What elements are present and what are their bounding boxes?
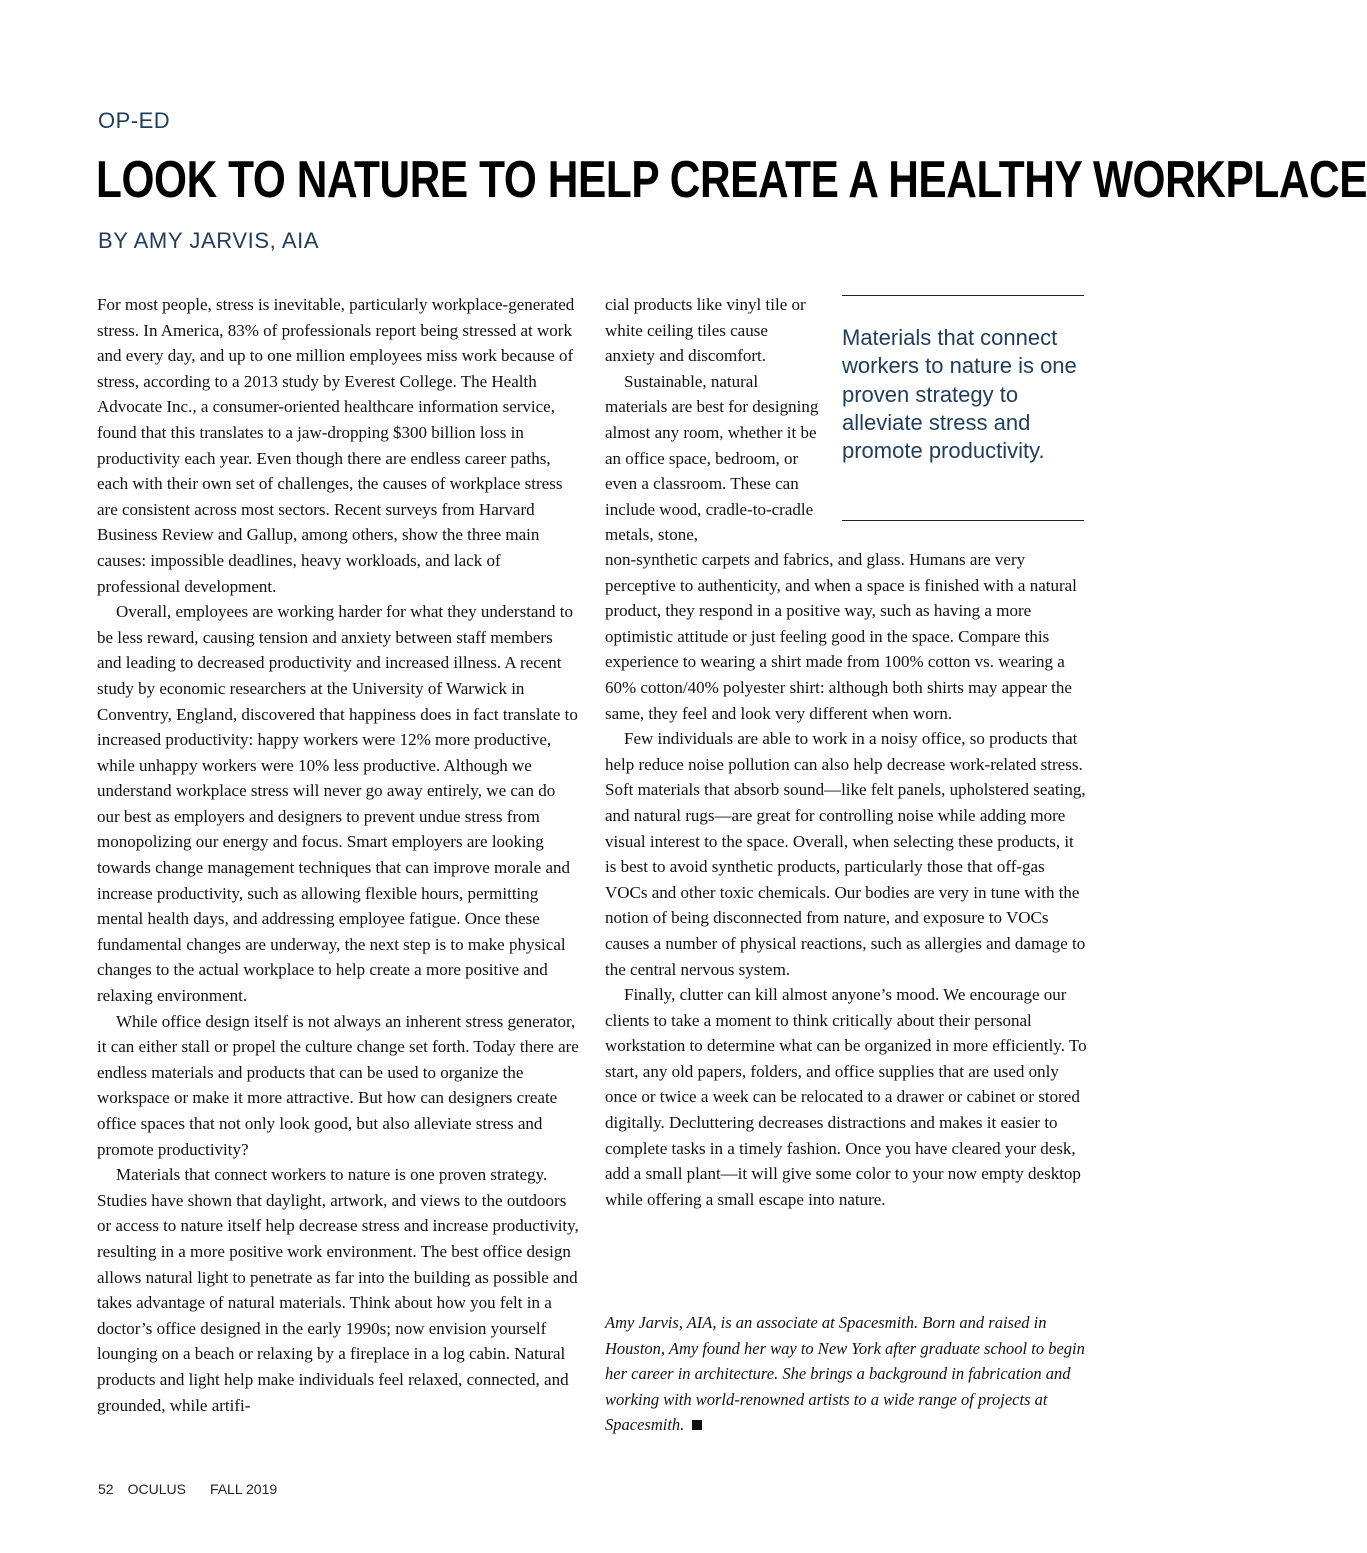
page-footer xyxy=(98,1481,301,1497)
paragraph: Finally, clutter can kill almost anyone’s mood. We encourage our clients to take a moment to think critically about their personal workstation to determine what can be organized in more efficiently. To start, any old papers, folders, and office supplies that are used only once or twice a week can be relocated to a drawer or cabinet or stored digitally. Decluttering decreases distractions and makes it easier to complete tasks in a timely fashion. Once you have cleared your desk, add a small plant—it will give some color to your now empty desktop while offering a small escape into nature. xyxy=(605,985,1087,1209)
pull-quote xyxy=(842,295,1084,521)
paragraph: cial products like vinyl tile or white ceiling tiles cause anxiety and discomfort. xyxy=(605,295,806,366)
article-byline: BY AMY JARVIS, AIA xyxy=(98,228,320,253)
issue-label: FALL 2019 xyxy=(209,1481,278,1497)
end-mark-icon xyxy=(692,1420,702,1430)
page-number: 52 xyxy=(98,1481,114,1497)
paragraph: Materials that connect workers to nature is one proven strategy. Studies have shown that daylight, artwork, and views to the outdoors or access to nature itself help decrease stress and increase productivity, resulting in a more positive work environment. The best office design allows natural light to penetrate as far into the building as possible and takes advantage of natural materials. Think about how you felt in a doctor’s office designed in the early 1990s; now envision yourself lounging on a beach or relaxing by a fireplace in a log cabin. Natural products and light help make individuals feel relaxed, connected, and grounded, while artifi- xyxy=(97,1165,579,1415)
paragraph: Overall, employees are working harder for what they understand to be less reward, causing tension and anxiety between staff members and leading to decreased productivity and increased illness. A recent study by economic researchers at the University of Warwick in Conventry, England, discovered that happiness does in fact translate to increased productivity: happy workers were 12% more productive, while unhappy workers were 10% less productive. Although we understand workplace stress will never go away entirely, we can do our best as employers and designers to prevent undue stress from monopolizing our energy and focus. Smart employers are looking towards change management techniques that can improve morale and increase productivity, such as allowing flexible hours, permitting mental health days, and addressing employee fatigue. Once these fundamental changes are underway, the next step is to make physical changes to the actual workplace to help create a more positive and relaxing environment. xyxy=(97,602,578,1006)
article-column-left xyxy=(97,292,579,1418)
publication-name: OCULUS xyxy=(127,1481,186,1497)
pull-quote-text: Materials that connect workers to nature is one proven strategy to alleviate stress and promote productivity. xyxy=(842,325,1077,464)
paragraph: Few individuals are able to work in a noisy office, so products that help reduce noise pollution can also help decrease work-related stress. Soft materials that absorb sound—like felt panels, upholstered seating, and natural rugs—are great for controlling noise while adding more visual interest to the space. Overall, when selecting these products, it is best to avoid synthetic products, particularly those that off-gas VOCs and other toxic chemicals. Our bodies are very in tune with the notion of being disconnected from nature, and exposure to VOCs causes a number of physical reactions, such as allergies and damage to the central nervous system. xyxy=(605,729,1086,979)
author-bio-text: Amy Jarvis, AIA, is an associate at Spacesmith. Born and raised in Houston, Amy found her way to New York after graduate school to begin her career in architecture. She brings a background in fabrication and working with world-renowned artists to a wide range of projects at Spacesmith. xyxy=(605,1313,1085,1435)
article-column-right-narrow xyxy=(605,292,820,548)
article-column-right xyxy=(605,547,1087,1212)
paragraph: While office design itself is not always an inherent stress generator, it can either stall or propel the culture change set forth. Today there are endless materials and products that can be used to organize the workspace or make it more attractive. But how can designers create office spaces that not only look good, but also alleviate stress and promote productivity? xyxy=(97,1011,579,1159)
section-kicker: OP-ED xyxy=(98,108,171,133)
author-bio xyxy=(605,1310,1091,1438)
paragraph: Sustainable, natural materials are best for designing almost any room, whether it be an office space, bedroom, or even a classroom. These can include wood, cradle-to-cradle metals, stone, xyxy=(605,371,819,545)
paragraph: non-synthetic carpets and fabrics, and glass. Humans are very perceptive to authenticity, and when a space is finished with a natural product, they respond in a positive way, such as having a more optimistic attitude or just feeling good in the space. Compare this experience to wearing a shirt made from 100% cotton vs. wearing a 60% cotton/40% polyester shirt: although both shirts may appear the same, they feel and look very different when worn. xyxy=(605,550,1077,723)
paragraph: For most people, stress is inevitable, particularly workplace-generated stress. In America, 83% of professionals report being stressed at work and every day, and up to one million employees miss work because of stress, according to a 2013 study by Everest College. The Health Advocate Inc., a consumer-oriented healthcare information service, found that this translates to a jaw-dropping $300 billion loss in productivity each year. Even though there are endless career paths, each with their own set of challenges, the causes of workplace stress are consistent across most sectors. Recent surveys from Harvard Business Review and Gallup, among others, show the three main causes: impossible deadlines, heavy workloads, and lack of professional development. xyxy=(97,295,575,596)
article-headline: LOOK TO NATURE TO HELP CREATE A HEALTHY WORKPLACE xyxy=(96,151,1367,209)
